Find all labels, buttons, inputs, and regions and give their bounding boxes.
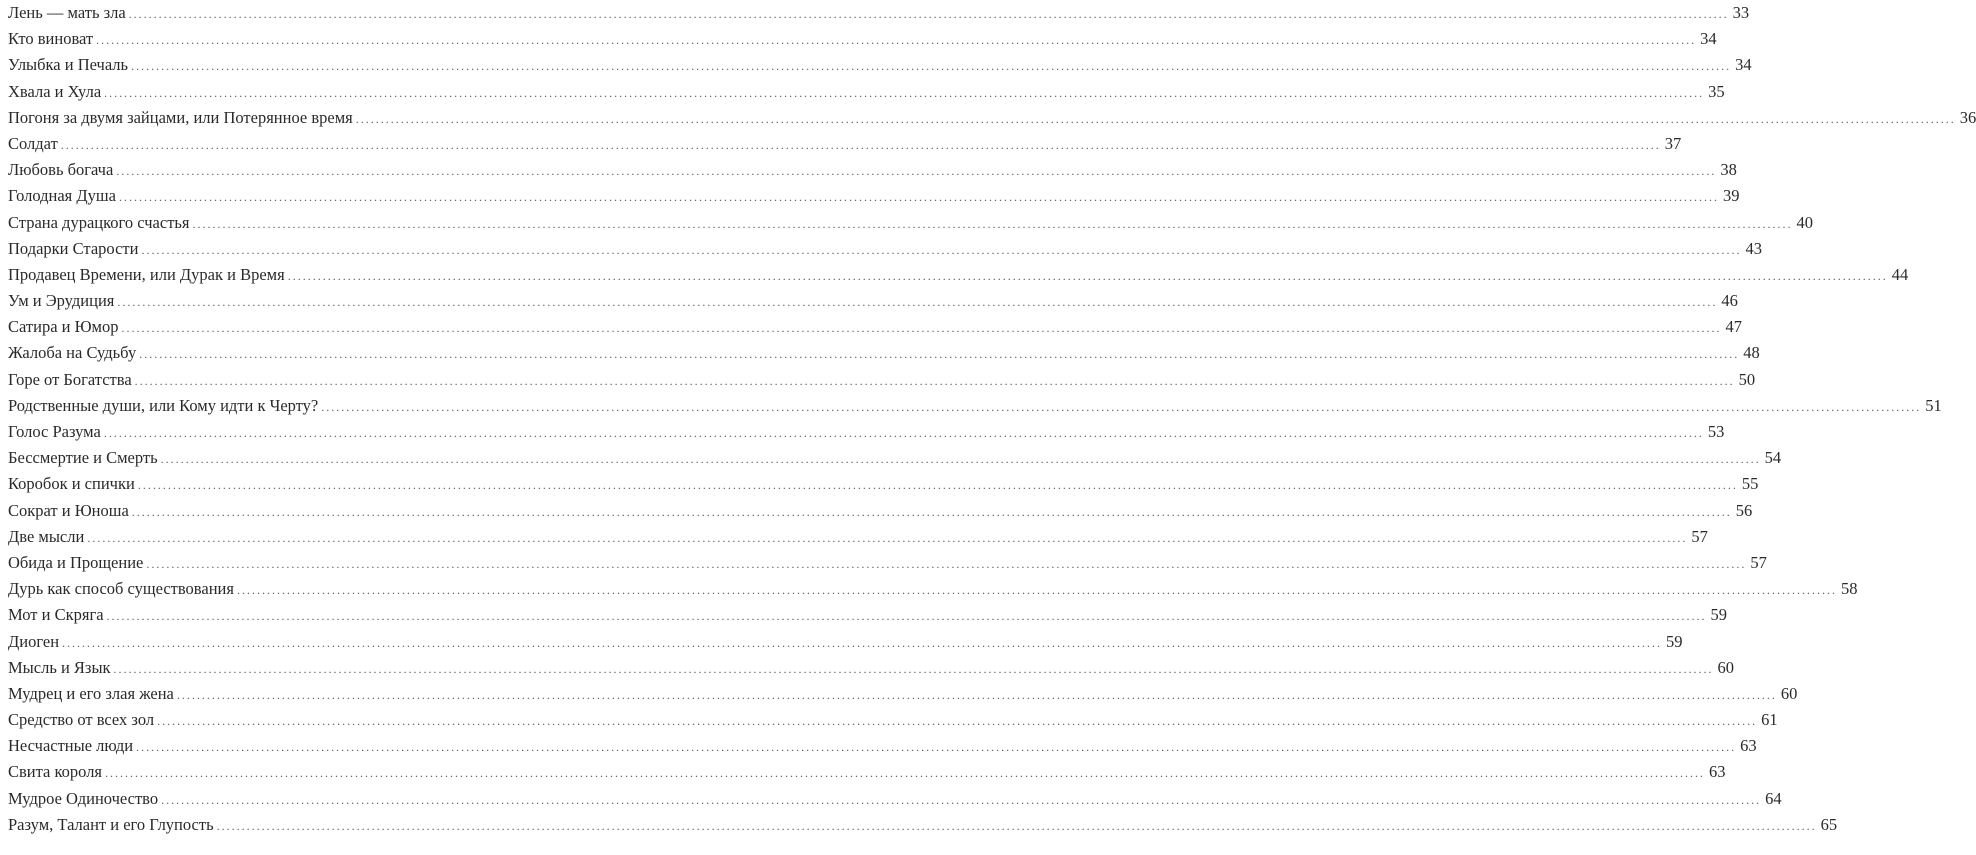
dot-leader <box>136 734 1736 760</box>
toc-entry <box>8 576 1858 602</box>
dot-leader <box>104 80 1704 106</box>
dot-leader <box>132 499 1732 525</box>
toc-entry-page: 34 <box>1735 55 1752 75</box>
toc-entry-page: 51 <box>1925 395 1942 415</box>
toc-entry-title: Ум и Эрудиция <box>8 291 115 311</box>
toc-entry-page: 36 <box>1959 107 1976 127</box>
toc-entry-page: 43 <box>1745 238 1762 258</box>
toc-entry-title: Свита короля <box>8 762 103 782</box>
toc-entry-page: 38 <box>1720 160 1737 180</box>
toc-entry-title: Кто виноват <box>8 29 94 49</box>
toc-entry-title: Сократ и Юноша <box>8 500 129 520</box>
dot-leader <box>161 446 1761 472</box>
toc-entry-title: Мудрое Одиночество <box>8 788 159 808</box>
toc-entry-page: 35 <box>1708 81 1725 101</box>
toc-entry-title: Любовь богача <box>8 160 114 180</box>
dot-leader <box>107 603 1707 629</box>
toc-entry <box>8 629 1683 655</box>
toc-entry-page: 65 <box>1820 814 1838 834</box>
dot-leader <box>135 368 1735 394</box>
dot-leader <box>119 184 1719 210</box>
dot-leader <box>116 158 1716 184</box>
toc-entry-page: 33 <box>1732 3 1750 22</box>
dot-leader <box>139 341 1739 367</box>
toc-entry-page: 63 <box>1709 762 1726 782</box>
toc-entry-page: 55 <box>1741 474 1759 494</box>
toc-entry <box>8 288 1738 314</box>
toc-entry-page: 56 <box>1735 500 1753 520</box>
toc-entry <box>8 262 1909 288</box>
toc-entry-title: Мудрец и его злая жена <box>8 683 174 703</box>
toc-entry <box>8 183 1740 209</box>
toc-entry-page: 53 <box>1707 422 1725 441</box>
toc-entry-page: 59 <box>1710 605 1728 625</box>
dot-leader <box>117 289 1717 315</box>
toc-entry <box>8 52 1752 78</box>
dot-leader <box>61 132 1661 158</box>
toc-entry <box>8 105 1976 131</box>
toc-entry-page: 47 <box>1725 317 1742 337</box>
toc-entry-title: Сатира и Юмор <box>8 317 119 337</box>
table-of-contents <box>8 0 1976 838</box>
toc-entry-title: Жалоба на Судьбу <box>8 343 137 363</box>
dot-leader <box>105 760 1705 786</box>
dot-leader <box>96 27 1696 53</box>
toc-entry-title: Мысль и Язык <box>8 657 111 677</box>
toc-entry-title: Солдат <box>8 133 58 153</box>
dot-leader <box>237 577 1837 603</box>
toc-entry-title: Страна дурацкого счастья <box>8 212 190 232</box>
toc-entry-page: 60 <box>1717 657 1735 677</box>
toc-entry <box>8 681 1798 707</box>
toc-entry <box>8 0 1750 26</box>
toc-entry-page: 60 <box>1780 683 1798 703</box>
toc-entry <box>8 498 1753 524</box>
toc-entry <box>8 314 1742 340</box>
toc-entry-page: 37 <box>1664 133 1682 153</box>
toc-entry-title: Хвала и Хула <box>8 81 102 101</box>
toc-entry <box>8 340 1760 366</box>
toc-entry <box>8 524 1708 550</box>
dot-leader <box>356 106 1956 132</box>
toc-entry <box>8 655 1735 681</box>
toc-entry-title: Бессмертие и Смерть <box>8 448 158 468</box>
dot-leader <box>161 787 1761 813</box>
toc-entry <box>8 236 1762 262</box>
toc-entry-title: Родственные души, или Кому идти к Черту? <box>8 395 319 415</box>
toc-entry-title: Голодная Душа <box>8 186 116 206</box>
dot-leader <box>141 237 1741 263</box>
toc-entry-title: Две мысли <box>8 526 85 546</box>
toc-entry <box>8 602 1728 628</box>
toc-entry <box>8 419 1725 445</box>
toc-entry-title: Средство от всех зол <box>8 710 155 730</box>
toc-entry-title: Голос Разума <box>8 422 101 441</box>
toc-entry-page: 40 <box>1796 212 1814 232</box>
toc-entry <box>8 367 1756 393</box>
toc-entry-title: Лень — мать зла <box>8 3 126 22</box>
toc-entry-page: 44 <box>1891 264 1909 284</box>
toc-entry-title: Несчастные люди <box>8 736 134 756</box>
toc-entry-title: Дурь как способ существования <box>8 579 234 599</box>
toc-entry-page: 57 <box>1750 552 1767 572</box>
dot-leader <box>62 630 1662 656</box>
dot-leader <box>87 525 1687 551</box>
dot-leader <box>104 420 1704 446</box>
toc-entry-page: 57 <box>1691 526 1708 546</box>
toc-entry <box>8 471 1759 497</box>
toc-entry <box>8 445 1782 471</box>
toc-entry <box>8 786 1782 812</box>
dot-leader <box>217 813 1817 839</box>
toc-entry-page: 58 <box>1840 579 1858 599</box>
toc-entry-page: 46 <box>1721 291 1738 311</box>
toc-entry <box>8 79 1725 105</box>
toc-entry <box>8 707 1778 733</box>
toc-entry-page: 48 <box>1743 343 1760 363</box>
dot-leader <box>146 551 1746 577</box>
toc-entry-page: 34 <box>1700 29 1717 49</box>
toc-entry-title: Горе от Богатства <box>8 369 132 389</box>
toc-entry-title: Улыбка и Печаль <box>8 55 129 75</box>
dot-leader <box>177 682 1777 708</box>
toc-entry <box>8 157 1737 183</box>
dot-leader <box>131 53 1731 79</box>
toc-entry-title: Коробок и спички <box>8 474 135 494</box>
toc-entry-page: 61 <box>1761 710 1778 730</box>
toc-entry <box>8 210 1814 236</box>
dot-leader <box>321 394 1921 420</box>
toc-entry-page: 50 <box>1738 369 1756 389</box>
toc-entry <box>8 733 1757 759</box>
toc-entry-title: Погоня за двумя зайцами, или Потерянное время <box>8 107 353 127</box>
toc-entry-page: 64 <box>1765 788 1782 808</box>
toc-entry-title: Мот и Скряга <box>8 605 104 625</box>
dot-leader <box>193 211 1793 237</box>
dot-leader <box>122 315 1722 341</box>
toc-entry-title: Разум, Талант и его Глупость <box>8 814 214 834</box>
toc-entry <box>8 393 1942 419</box>
toc-entry <box>8 26 1717 52</box>
toc-entry-page: 59 <box>1666 631 1683 651</box>
toc-entry-page: 54 <box>1764 448 1782 468</box>
dot-leader <box>114 656 1714 682</box>
toc-entry-page: 39 <box>1722 186 1740 206</box>
toc-entry-title: Диоген <box>8 631 60 651</box>
toc-entry <box>8 550 1767 576</box>
toc-entry-title: Продавец Времени, или Дурак и Время <box>8 264 285 284</box>
toc-entry-title: Подарки Старости <box>8 238 139 258</box>
dot-leader <box>157 708 1757 734</box>
dot-leader <box>129 1 1729 27</box>
toc-entry <box>8 759 1726 785</box>
toc-entry <box>8 812 1838 838</box>
toc-entry <box>8 131 1682 157</box>
toc-entry-page: 63 <box>1740 736 1757 756</box>
dot-leader <box>288 263 1888 289</box>
toc-entry-title: Обида и Прощение <box>8 552 144 572</box>
dot-leader <box>138 472 1738 498</box>
